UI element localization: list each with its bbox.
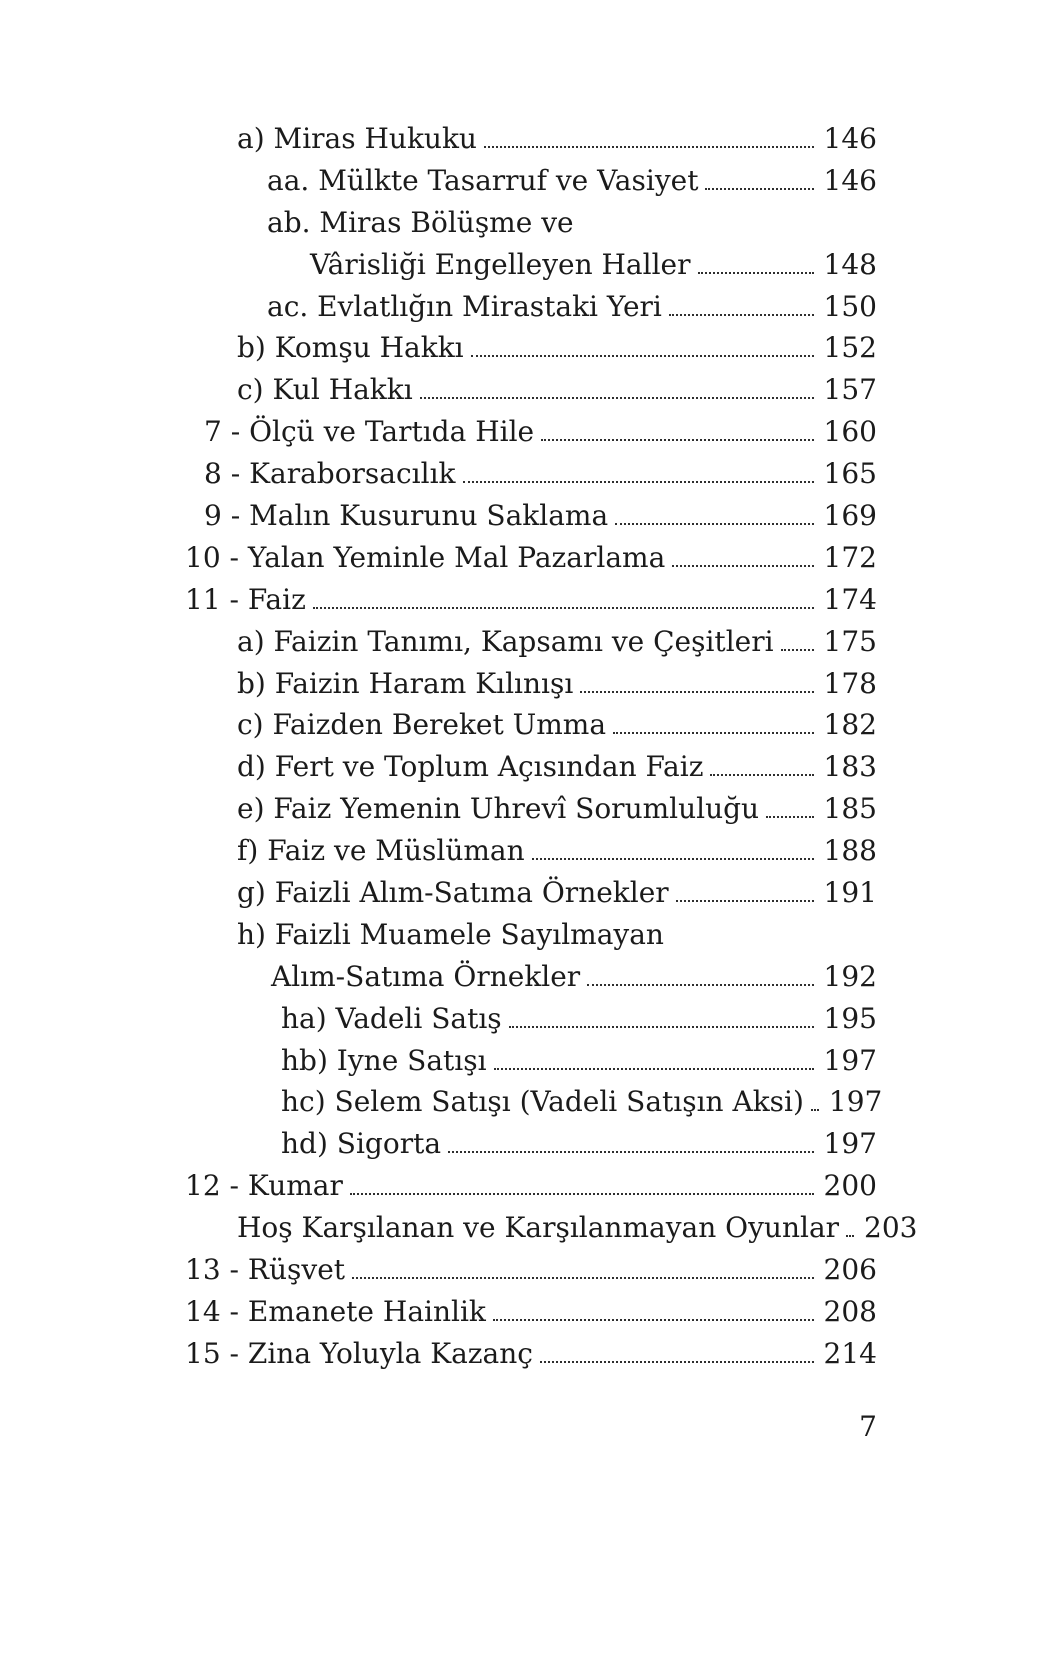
toc-entry-label: h) Faizli Muamele Sayılmayan — [237, 917, 664, 951]
toc-entry-label: ac. Evlatlığın Mirastaki Yeri — [267, 289, 662, 323]
toc-entry-label: ha) Vadeli Satış — [281, 1001, 502, 1035]
toc-entry-page: 192 — [823, 959, 877, 993]
toc-entry-label: 11 - Faiz — [185, 582, 306, 616]
dotted-leader — [698, 268, 814, 274]
toc-entry-label: hd) Sigorta — [281, 1127, 442, 1161]
toc-row — [185, 331, 877, 373]
dotted-leader — [350, 1189, 814, 1195]
toc-entry-page: 185 — [823, 792, 877, 826]
toc-entry-label: 8 - Karaborsacılık — [204, 457, 456, 491]
toc-row — [185, 1253, 877, 1295]
toc-entry-label: Hoş Karşılanan ve Karşılanmayan Oyunlar — [237, 1211, 840, 1245]
toc-entry-label: 14 - Emanete Hainlik — [185, 1294, 486, 1328]
toc-row — [185, 1169, 877, 1211]
toc-entry-page: 160 — [823, 415, 877, 449]
toc-entry-label: 9 - Malın Kusurunu Saklama — [204, 499, 609, 533]
dotted-leader — [509, 1022, 814, 1028]
dotted-leader — [811, 1105, 819, 1111]
toc-entry-page: 174 — [823, 582, 877, 616]
toc-entry-label: b) Faizin Haram Kılınışı — [237, 666, 574, 700]
toc-entry-label: f) Faiz ve Müslüman — [237, 834, 525, 868]
toc-row — [185, 918, 877, 960]
toc-entry-page: 150 — [823, 289, 877, 323]
dotted-leader — [541, 435, 813, 441]
toc-entry-page: 197 — [823, 1043, 877, 1077]
toc-row — [185, 415, 877, 457]
toc-entry-page: 191 — [823, 876, 877, 910]
page-number: 7 — [859, 1410, 877, 1443]
toc-entry-label: d) Fert ve Toplum Açısından Faiz — [237, 750, 704, 784]
toc-row — [185, 373, 877, 415]
toc-entry-page: 172 — [823, 540, 877, 574]
toc-entry-page: 146 — [823, 122, 877, 155]
toc-row — [185, 164, 877, 206]
dotted-leader — [676, 896, 814, 902]
toc-entry-page: 214 — [823, 1336, 877, 1370]
toc-list — [185, 122, 918, 1379]
toc-row — [185, 1085, 883, 1127]
toc-row — [185, 1295, 877, 1337]
toc-entry-page: 146 — [823, 163, 877, 197]
toc-row — [185, 1002, 877, 1044]
toc-entry-page: 165 — [823, 457, 877, 491]
toc-row — [185, 583, 877, 625]
dotted-leader — [613, 728, 814, 734]
toc-row — [185, 625, 877, 667]
toc-entry-label: hc) Selem Satışı (Vadeli Satışın Aksi) — [281, 1085, 804, 1119]
toc-entry-label: Vârisliği Engelleyen Haller — [310, 247, 691, 281]
dotted-leader — [846, 1231, 854, 1237]
toc-entry-page: 148 — [823, 247, 877, 281]
toc-entry-page: 175 — [823, 624, 877, 658]
toc-entry-label: ab. Miras Bölüşme ve — [267, 205, 574, 239]
toc-entry-label: c) Kul Hakkı — [237, 373, 413, 407]
toc-row — [185, 541, 877, 583]
toc-entry-page: 197 — [828, 1085, 883, 1119]
toc-entry-page: 157 — [823, 373, 877, 407]
dotted-leader — [615, 519, 813, 525]
dotted-leader — [580, 687, 813, 693]
toc-entry-page: 188 — [823, 834, 877, 868]
toc-row — [185, 206, 877, 248]
dotted-leader — [484, 142, 814, 148]
toc-row — [185, 1211, 918, 1253]
toc-entry-label: aa. Mülkte Tasarruf ve Vasiyet — [267, 163, 699, 197]
toc-entry-page: 200 — [823, 1169, 877, 1203]
dotted-leader — [705, 184, 813, 190]
dotted-leader — [494, 1064, 814, 1070]
toc-row — [185, 248, 877, 290]
toc-entry-page: 178 — [823, 666, 877, 700]
dotted-leader — [448, 1147, 814, 1153]
toc-row — [185, 457, 877, 499]
dotted-leader — [710, 770, 813, 776]
toc-entry-page: 195 — [823, 1001, 877, 1035]
toc-row — [185, 122, 877, 164]
dotted-leader — [581, 228, 867, 232]
toc-entry-label: a) Miras Hukuku — [237, 122, 477, 155]
toc-entry-label: e) Faiz Yemenin Uhrevî Sorumluluğu — [237, 792, 760, 826]
toc-entry-label: hb) Iyne Satışı — [281, 1043, 487, 1077]
toc-entry-label: g) Faizli Alım-Satıma Örnekler — [237, 876, 669, 910]
dotted-leader — [669, 310, 814, 316]
dotted-leader — [313, 603, 814, 609]
toc-row — [185, 1044, 877, 1086]
toc-entry-page: 206 — [823, 1253, 877, 1287]
dotted-leader — [672, 561, 813, 567]
toc-entry-page: 183 — [823, 750, 877, 784]
toc-entry-label: 7 - Ölçü ve Tartıda Hile — [204, 415, 535, 449]
toc-entry-page: 197 — [823, 1127, 877, 1161]
dotted-leader — [471, 351, 814, 357]
toc-entry-page: 169 — [823, 499, 877, 533]
dotted-leader — [532, 854, 814, 860]
toc-row — [185, 708, 877, 750]
toc-row — [185, 290, 877, 332]
dotted-leader — [766, 812, 813, 818]
toc-row — [185, 792, 877, 834]
toc-entry-page: 182 — [823, 708, 877, 742]
toc-entry-label: c) Faizden Bereket Umma — [237, 708, 607, 742]
toc-entry-label: b) Komşu Hakkı — [237, 331, 464, 365]
dotted-leader — [420, 393, 814, 399]
toc-entry-label: a) Faizin Tanımı, Kapsamı ve Çeşitleri — [237, 624, 774, 658]
dotted-leader — [493, 1315, 814, 1321]
toc-entry-label: 13 - Rüşvet — [185, 1253, 346, 1287]
toc-entry-page: 208 — [823, 1294, 877, 1328]
dotted-leader — [540, 1357, 814, 1363]
toc-row — [185, 876, 877, 918]
toc-row — [185, 750, 877, 792]
toc-row — [185, 960, 877, 1002]
toc-row — [185, 1337, 877, 1379]
toc-entry-page: 203 — [864, 1211, 918, 1245]
dotted-leader — [587, 980, 813, 986]
toc-entry-label: 15 - Zina Yoluyla Kazanç — [185, 1336, 533, 1370]
toc-row — [185, 667, 877, 709]
toc-entry-page: 152 — [823, 331, 877, 365]
toc-entry-label: 12 - Kumar — [185, 1169, 343, 1203]
toc-row — [185, 1127, 877, 1169]
toc-row — [185, 834, 877, 876]
toc-entry-label: 10 - Yalan Yeminle Mal Pazarlama — [185, 540, 666, 574]
toc-row — [185, 499, 877, 541]
dotted-leader — [781, 645, 814, 651]
dotted-leader — [463, 477, 814, 483]
toc-entry-label: Alım-Satıma Örnekler — [271, 959, 581, 993]
dotted-leader — [352, 1273, 814, 1279]
dotted-leader — [671, 940, 867, 944]
